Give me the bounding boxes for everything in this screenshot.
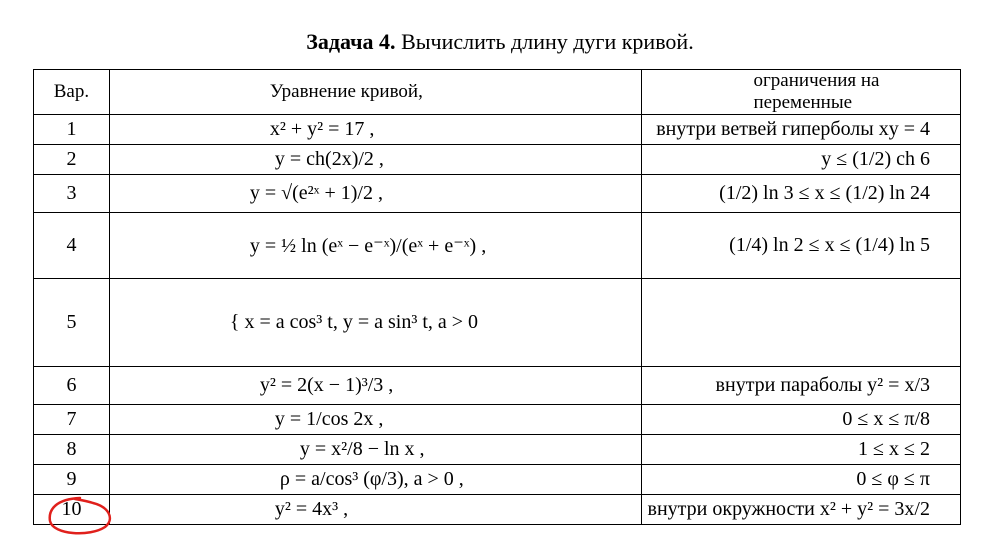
row-equation: y = 1/cos 2x , [274,408,384,430]
page-title [0,28,1000,56]
row-equation: y = √(e²ˣ + 1)/2 , [249,182,383,204]
row-var: 10 [34,495,110,525]
row-equation: ρ = a/cos³ (φ/3), a > 0 , [279,468,464,490]
row-limits: 0 ≤ φ ≤ π [856,468,930,490]
row-limits: внутри окружности x² + y² = 3x/2 [647,498,930,520]
row-equation: y² = 2(x − 1)³/3 , [259,374,394,396]
row-equation: y = x²/8 − ln x , [299,438,425,460]
row-limits: (1/4) ln 2 ≤ x ≤ (1/4) ln 5 [729,234,930,256]
table-row [34,367,961,405]
table-row [34,465,961,495]
row-limits: внутри параболы y² = x/3 [715,374,930,396]
table-row [34,405,961,435]
row-var: 8 [34,435,110,465]
table-header-row [34,70,961,115]
row-limits: y ≤ (1/2) ch 6 [821,148,930,170]
table-row [34,115,961,145]
title-rest: Вычислить длину дуги кривой. [395,29,694,54]
header-var: Вар. [34,70,110,115]
table-row [34,145,961,175]
table-row [34,175,961,213]
row-equation: x² + y² = 17 , [269,118,375,140]
row-var: 4 [34,213,110,279]
title-bold: Задача 4. [306,29,396,54]
row-equation: y² = 4x³ , [274,498,349,520]
row-var: 7 [34,405,110,435]
row-limits: внутри ветвей гиперболы xy = 4 [656,118,930,140]
table-row [34,213,961,279]
row-equation: y = ch(2x)/2 , [274,148,384,170]
row-var: 5 [34,279,110,367]
row-limits: 1 ≤ x ≤ 2 [858,438,930,460]
row-var: 2 [34,145,110,175]
row-var: 9 [34,465,110,495]
table-row [34,435,961,465]
row-equation: y = ½ ln (eˣ − e⁻ˣ)/(eˣ + e⁻ˣ) , [249,235,487,257]
row-limits: (1/2) ln 3 ≤ x ≤ (1/2) ln 24 [719,182,930,204]
row-limits: 0 ≤ x ≤ π/8 [842,408,930,430]
row-var: 1 [34,115,110,145]
header-limits: ограничения на переменные [641,70,960,115]
table-row [34,279,961,367]
row-var: 3 [34,175,110,213]
tasks-table [33,69,961,525]
table-row [34,495,961,525]
header-equation: Уравнение кривой, [109,70,641,115]
row-equation: { x = a cos³ t, y = a sin³ t, a > 0 [229,311,479,333]
row-var: 6 [34,367,110,405]
